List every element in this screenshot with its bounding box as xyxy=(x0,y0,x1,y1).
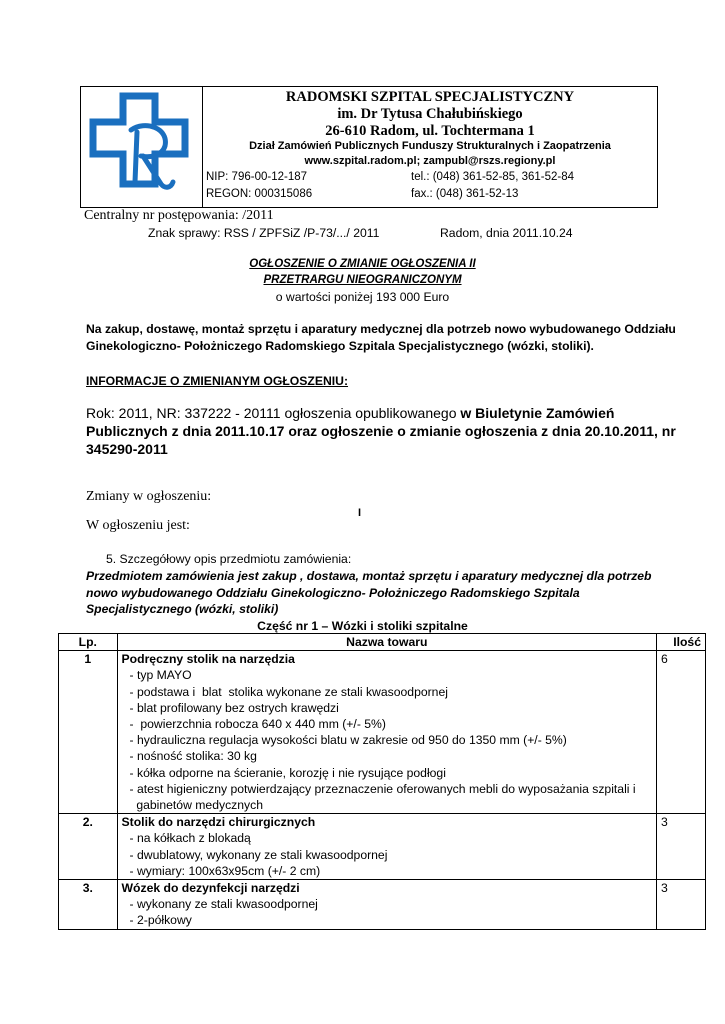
changes-label: Zmiany w ogłoszeniu: xyxy=(86,489,212,504)
case-number: Znak sprawy: RSS / ZPFSiZ /P-73/.../ 2011 xyxy=(148,226,380,240)
bulletin-line-1-plain: Rok: 2011, NR: 337222 - 20111 ogłoszenia opublikowanego xyxy=(86,405,461,421)
hospital-cross-r-logo-icon xyxy=(85,90,197,200)
items-table-body xyxy=(59,651,706,929)
header-name: Nazwa towaru xyxy=(117,634,657,651)
row-lp: 1 xyxy=(59,651,118,814)
subject-line-2: Ginekologiczno- Położniczego Radomskiego Szpitala Specjalistycznego (wózki, stoliki). xyxy=(86,339,594,353)
document-date: Radom, dnia 2011.10.24 xyxy=(440,226,573,240)
row-quantity: 6 xyxy=(657,651,706,814)
item-feature: - atest higieniczny potwierdzający przeznaczenie oferowanych mebli do wyposażania szpitali i xyxy=(129,781,636,796)
item-feature: - nośność stolika: 30 kg xyxy=(129,749,257,764)
title-line-2: PRZETRARGU NIEOGRANICZONYM xyxy=(263,274,462,286)
item-feature: gabinetów medycznych xyxy=(129,798,264,813)
table-row xyxy=(59,651,706,814)
item-name: Podręczny stolik na narzędzia xyxy=(121,652,295,667)
item-name: Wózek do dezynfekcji narzędzi xyxy=(121,881,300,896)
item-feature: - dwublatowy, wykonany ze stali kwasoodpornej xyxy=(129,847,388,862)
header-lp: Lp. xyxy=(59,634,118,651)
row-quantity: 3 xyxy=(657,880,706,930)
row-lp: 2. xyxy=(59,814,118,880)
bulletin-line-3: 345290-2011 xyxy=(86,441,168,457)
hospital-patron: im. Dr Tytusa Chałubińskiego xyxy=(337,106,523,122)
row-description xyxy=(117,880,657,930)
part-title: Część nr 1 – Wózki i stoliki szpitalne xyxy=(257,619,468,633)
point-5-label: 5. Szczegółowy opis przedmiotu zamówienia: xyxy=(106,552,352,566)
section-marker: I xyxy=(358,507,362,519)
info-heading: INFORMACJE O ZMIENIANYM OGŁOSZENIU: xyxy=(86,374,349,388)
row-lp: 3. xyxy=(59,880,118,930)
hospital-address: 26-610 Radom, ul. Tochtermana 1 xyxy=(325,123,535,139)
item-feature: - blat profilowany bez ostrych krawędzi xyxy=(129,700,339,715)
item-name: Stolik do narzędzi chirurgicznych xyxy=(121,815,316,830)
row-quantity: 3 xyxy=(657,814,706,880)
logo-cell xyxy=(81,87,203,207)
subject-line-1: Na zakup, dostawę, montaż sprzętu i aparatury medycznej dla potrzeb nowo wybudowanego Oddziału xyxy=(86,322,676,336)
table-header-row xyxy=(59,634,706,651)
title-line-1: OGŁOSZENIE O ZMIANIE OGŁOSZENIA II xyxy=(249,258,476,270)
item-feature: - 2-półkowy xyxy=(129,913,192,928)
item-feature: - podstawa i blat stolika wykonane ze stali kwasoodpornej xyxy=(129,684,448,699)
header-qty: Ilość xyxy=(657,634,706,651)
item-feature: - wymiary: 100x63x95cm (+/- 2 cm) xyxy=(129,863,321,878)
regon-number: REGON: 000315086 xyxy=(206,188,313,200)
is-label: W ogłoszeniu jest: xyxy=(86,518,190,533)
web-email: www.szpital.radom.pl; zampubl@rszs.regiony.pl xyxy=(304,155,556,167)
bulletin-line-1 xyxy=(86,405,614,421)
description-line-1: Przedmiotem zamówienia jest zakup , dostawa, montaż sprzętu i aparatury medycznej dla potrzeb xyxy=(86,569,652,583)
nip-number: NIP: 796-00-12-187 xyxy=(206,171,308,183)
row-description xyxy=(117,814,657,880)
item-feature: - kółka odporne na ścieranie, korozję i nie rysujące podłogi xyxy=(129,765,446,780)
department-name: Dział Zamówień Publicznych Funduszy Strukturalnych i Zaopatrzenia xyxy=(249,140,611,152)
description-line-3: Specjalistycznego (wózki, stoliki) xyxy=(86,602,279,616)
table-row xyxy=(59,880,706,930)
fax: fax.: (048) 361-52-13 xyxy=(411,188,519,200)
central-number: Centralny nr postępowania: /2011 xyxy=(84,208,274,223)
item-feature: - wykonany ze stali kwasoodpornej xyxy=(129,897,318,912)
title-line-3: o wartości poniżej 193 000 Euro xyxy=(275,290,450,304)
item-feature: - hydrauliczna regulacja wysokości blatu w zakresie od 950 do 1350 mm (+/- 5%) xyxy=(129,733,567,748)
hospital-name: RADOMSKI SZPITAL SPECJALISTYCZNY xyxy=(285,89,575,105)
item-feature: - powierzchnia robocza 640 x 440 mm (+/- 5%) xyxy=(129,717,386,732)
item-feature: - na kółkach z blokadą xyxy=(129,831,251,846)
items-table xyxy=(58,633,706,930)
description-line-2: nowo wybudowanego Oddziału Ginekologiczno- Położniczego Radomskiego Szpitala xyxy=(86,586,580,600)
bulletin-line-2: Publicznych z dnia 2011.10.17 oraz ogłoszenie o zmianie ogłoszenia z dnia 20.10.2011, nr xyxy=(86,423,676,439)
letterhead xyxy=(80,86,658,208)
telephone: tel.: (048) 361-52-85, 361-52-84 xyxy=(411,171,575,183)
bulletin-line-1-bold: w Biuletynie Zamówień xyxy=(460,405,615,421)
item-feature: - typ MAYO xyxy=(129,668,192,683)
row-description xyxy=(117,651,657,814)
table-row xyxy=(59,814,706,880)
